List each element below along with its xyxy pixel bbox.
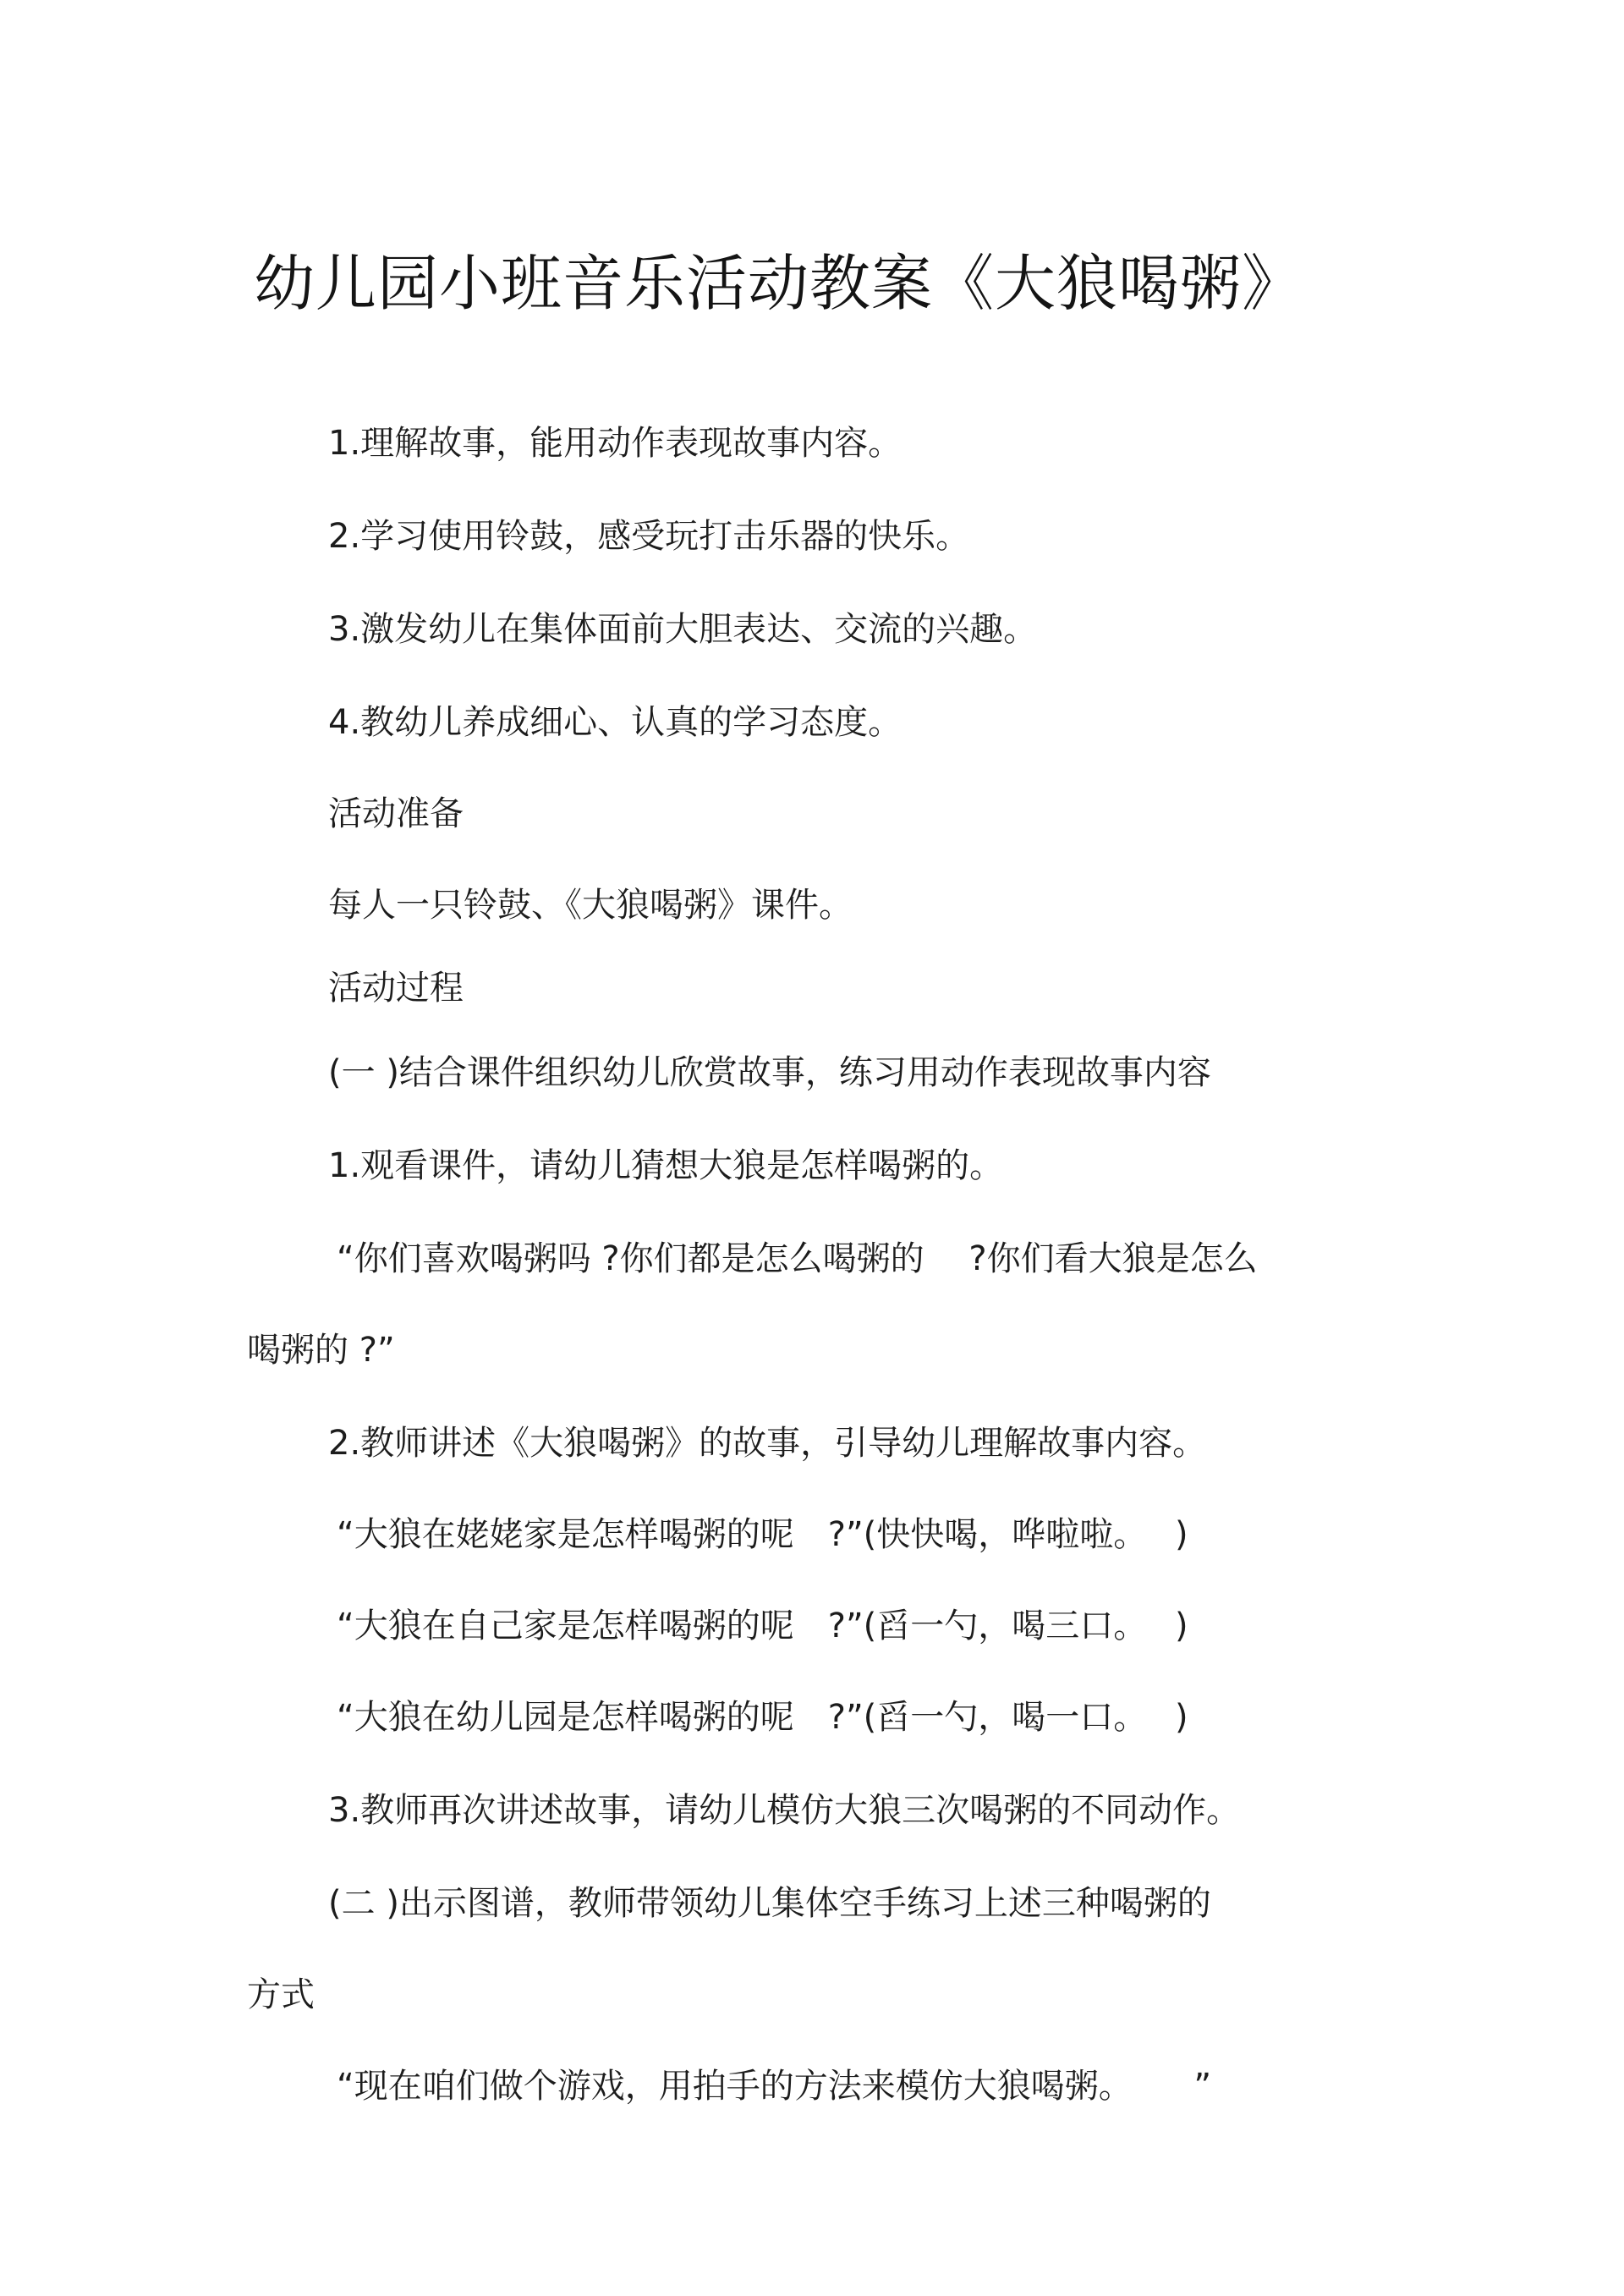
process-step-2-heading-continued: 方式 bbox=[247, 1975, 315, 2014]
section-heading-process: 活动过程 bbox=[328, 969, 464, 1008]
process-step-2-heading: (二 )出示图谱，教师带领幼儿集体空手练习上述三种喝粥的 bbox=[328, 1884, 1211, 1923]
section-heading-preparation: 活动准备 bbox=[328, 794, 464, 833]
goal-item-1: 1.理解故事，能用动作表现故事内容。 bbox=[328, 424, 903, 463]
quote-paragraph: “你们喜欢喝粥吗 ?你们都是怎么喝粥的 ?你们看大狼是怎么 bbox=[337, 1239, 1258, 1278]
process-paragraph: 1.观看课件，请幼儿猜想大狼是怎样喝粥的。 bbox=[328, 1146, 1004, 1185]
quote-line-2: “大狼在自己家是怎样喝粥的呢 ?”(舀一勺，喝三口。 ) bbox=[337, 1607, 1188, 1645]
goal-item-3: 3.激发幼儿在集体面前大胆表达、交流的兴趣。 bbox=[328, 610, 1038, 649]
goal-item-4: 4.教幼儿养成细心、认真的学习态度。 bbox=[328, 703, 903, 742]
process-paragraph: 2.教师讲述《大狼喝粥》的故事，引导幼儿理解故事内容。 bbox=[328, 1424, 1207, 1463]
process-paragraph: 3.教师再次讲述故事，请幼儿模仿大狼三次喝粥的不同动作。 bbox=[328, 1791, 1241, 1830]
quote-line-3: “大狼在幼儿园是怎样喝粥的呢 ?”(舀一勺，喝一口。 ) bbox=[337, 1698, 1188, 1737]
document-title: 幼儿园小班音乐活动教案《大狼喝粥》 bbox=[254, 248, 1304, 319]
quote-line-1: “大狼在姥姥家是怎样喝粥的呢 ?”(快快喝，哗啦啦。 ) bbox=[337, 1515, 1188, 1554]
goal-item-2: 2.学习使用铃鼓，感受玩打击乐器的快乐。 bbox=[328, 517, 970, 556]
process-step-1-heading: (一 )结合课件组织幼儿欣赏故事，练习用动作表现故事内容 bbox=[328, 1053, 1211, 1092]
quote-paragraph: “现在咱们做个游戏，用拍手的方法来模仿大狼喝粥。 ” bbox=[337, 2067, 1212, 2106]
preparation-text: 每人一只铃鼓、《大狼喝粥》课件。 bbox=[328, 886, 853, 925]
quote-paragraph-continued: 喝粥的 ?” bbox=[247, 1331, 395, 1370]
